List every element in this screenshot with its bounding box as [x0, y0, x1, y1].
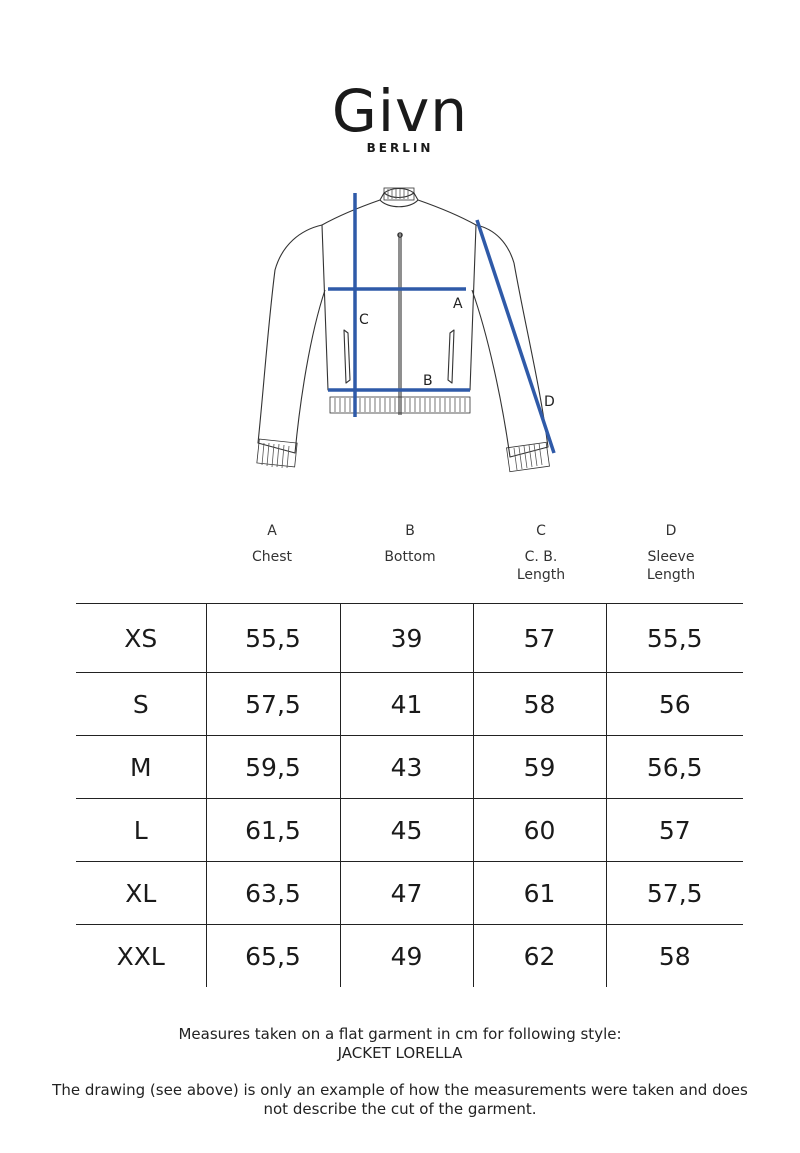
- label-c: C: [359, 312, 369, 328]
- value-cell: 61: [473, 862, 606, 925]
- brand-subtitle: BERLIN: [366, 141, 434, 155]
- footer-measure-note: Measures taken on a flat garment in cm for following style:: [178, 1025, 622, 1043]
- size-cell: L: [76, 799, 206, 862]
- column-name-line: C. B.: [524, 549, 558, 565]
- measure-line-d: [477, 220, 554, 453]
- table-row: [76, 799, 743, 862]
- label-d: D: [544, 394, 555, 410]
- size-cell: S: [76, 673, 206, 736]
- column-letter-a: A: [267, 523, 277, 539]
- table-row: [76, 925, 743, 988]
- value-cell: 60: [473, 799, 606, 862]
- value-cell: 59,5: [206, 736, 340, 799]
- value-cell: 55,5: [206, 604, 340, 673]
- value-cell: 59: [473, 736, 606, 799]
- column-name-line: Sleeve: [647, 549, 695, 565]
- value-cell: 58: [473, 673, 606, 736]
- value-cell: 49: [340, 925, 473, 988]
- column-name-chest: [207, 548, 337, 566]
- value-cell: 39: [340, 604, 473, 673]
- column-name-line: Length: [516, 567, 566, 583]
- column-name-line: Bottom: [384, 549, 436, 565]
- table-row: [76, 736, 743, 799]
- footer-disclaimer-line-1: The drawing (see above) is only an example of how the measurements were taken and does: [52, 1081, 748, 1099]
- brand-logo: Givn: [331, 77, 469, 145]
- column-name-bottom: [345, 548, 475, 566]
- footer-disclaimer-line-2: not describe the cut of the garment.: [263, 1100, 537, 1118]
- value-cell: 55,5: [606, 604, 743, 673]
- value-cell: 45: [340, 799, 473, 862]
- value-cell: 62: [473, 925, 606, 988]
- table-row: [76, 862, 743, 925]
- footer-style-name: JACKET LORELLA: [337, 1044, 463, 1062]
- value-cell: 57,5: [606, 862, 743, 925]
- table-row: [76, 604, 743, 673]
- size-chart-table: [76, 603, 743, 987]
- value-cell: 58: [606, 925, 743, 988]
- value-cell: 56,5: [606, 736, 743, 799]
- value-cell: 43: [340, 736, 473, 799]
- column-name-line: Length: [646, 567, 696, 583]
- value-cell: 63,5: [206, 862, 340, 925]
- size-cell: XL: [76, 862, 206, 925]
- label-a: A: [453, 296, 463, 312]
- size-cell: XXL: [76, 925, 206, 988]
- jacket-measurement-diagram: [240, 185, 570, 485]
- column-letter-d: D: [665, 523, 677, 539]
- size-cell: M: [76, 736, 206, 799]
- size-cell: XS: [76, 604, 206, 673]
- value-cell: 57: [606, 799, 743, 862]
- value-cell: 65,5: [206, 925, 340, 988]
- column-letter-b: B: [405, 523, 415, 539]
- value-cell: 56: [606, 673, 743, 736]
- value-cell: 57: [473, 604, 606, 673]
- value-cell: 61,5: [206, 799, 340, 862]
- value-cell: 41: [340, 673, 473, 736]
- jacket-outline: [258, 189, 548, 458]
- label-b: B: [423, 373, 433, 389]
- value-cell: 57,5: [206, 673, 340, 736]
- value-cell: 47: [340, 862, 473, 925]
- table-row: [76, 673, 743, 736]
- column-name-sleeve-length: [606, 548, 736, 584]
- column-name-cb-length: [476, 548, 606, 584]
- column-letter-c: C: [536, 523, 546, 539]
- column-name-line: Chest: [251, 549, 293, 565]
